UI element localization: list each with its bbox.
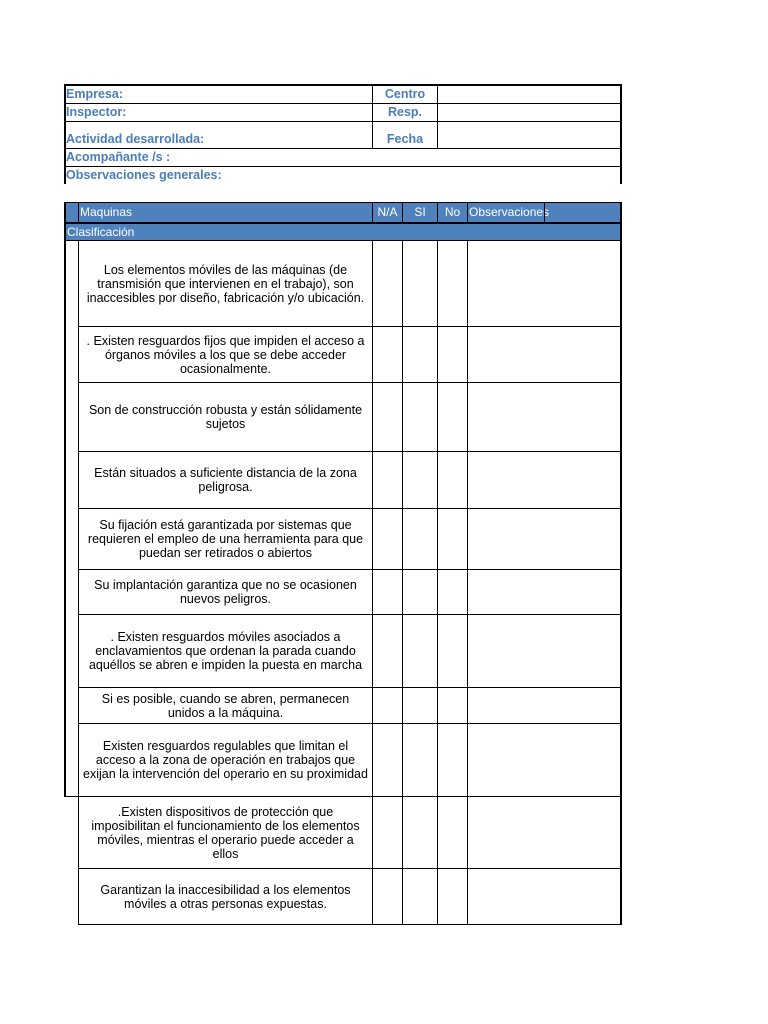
table-row: Garantizan la inaccesibilidad a los elementos móviles a otras personas expuestas. bbox=[100, 882, 351, 911]
fecha-field[interactable] bbox=[438, 122, 620, 148]
col-separator-na bbox=[372, 240, 373, 925]
observaciones-generales-field[interactable] bbox=[220, 167, 619, 184]
actividad-label: Actividad desarrollada: bbox=[66, 132, 205, 146]
header-col-separator bbox=[78, 203, 79, 222]
col-maquinas-header: Maquinas bbox=[80, 205, 133, 219]
inspector-label: Inspector: bbox=[66, 105, 127, 119]
table-row: Son de construcción robusta y están sólidamente sujetos bbox=[88, 403, 363, 431]
fecha-label: Fecha bbox=[386, 132, 424, 146]
centro-label: Centro bbox=[384, 87, 426, 101]
header-col-separator bbox=[544, 203, 545, 222]
section-clasificacion: Clasificación bbox=[65, 224, 621, 240]
table-row: . Existen resguardos móviles asociados a enclavamientos que ordenan la parada cuando aquéllos se abren e impiden la puesta en marcha bbox=[88, 630, 363, 672]
col-no-header: No bbox=[444, 205, 461, 219]
col-separator-si bbox=[402, 240, 403, 925]
col-separator-observaciones bbox=[467, 240, 468, 925]
table-border-left bbox=[64, 202, 66, 797]
table-border-left-end bbox=[64, 796, 79, 797]
observaciones-generales-label: Observaciones generales: bbox=[66, 168, 222, 182]
table-border-right bbox=[620, 202, 622, 925]
inspector-field[interactable] bbox=[132, 104, 370, 121]
centro-field[interactable] bbox=[438, 85, 620, 103]
header-col-separator bbox=[402, 203, 403, 222]
header-border-right bbox=[620, 84, 622, 184]
empresa-field[interactable] bbox=[132, 85, 370, 103]
table-border-bottom bbox=[78, 924, 621, 925]
header-col-separator bbox=[372, 203, 373, 222]
resp-label: Resp. bbox=[387, 105, 423, 119]
table-row: Los elementos móviles de las máquinas (de transmisión que intervienen en el trabajo), son inaccesibles por diseño, fabricación y/o ubicación. bbox=[86, 262, 365, 305]
header-col-separator bbox=[467, 203, 468, 222]
acompanante-field[interactable] bbox=[175, 149, 619, 166]
col-observaciones-header: Observaciones bbox=[469, 205, 550, 219]
table-row: Existen resguardos regulables que limitan el acceso a la zona de operación en trabajos que exijan la intervención del operario en su proximidad bbox=[83, 739, 368, 781]
empresa-label: Empresa: bbox=[66, 87, 123, 101]
col-si-header: SI bbox=[414, 205, 426, 219]
table-row: Su implantación garantiza que no se ocasionen nuevos peligros. bbox=[94, 578, 357, 606]
table-row: Están situados a suficiente distancia de la zona peligrosa. bbox=[94, 466, 357, 494]
acompanante-label: Acompañante /s : bbox=[66, 150, 171, 164]
col-na-header: N/A bbox=[377, 205, 398, 219]
table-row: Si es posible, cuando se abren, permanecen unidos a la máquina. bbox=[101, 691, 350, 720]
resp-field[interactable] bbox=[438, 104, 620, 121]
table-row: Su fijación está garantizada por sistemas que requieren el empleo de una herramienta para que puedan ser retirados o abiertos bbox=[87, 518, 364, 560]
col-separator-no bbox=[437, 240, 438, 925]
table-row: .Existen dispositivos de protección que imposibilitan el funcionamiento de los elementos móviles, mientras el operario puede acceder a ellos bbox=[91, 804, 360, 861]
actividad-field[interactable] bbox=[220, 122, 370, 148]
table-row: . Existen resguardos fijos que impiden el acceso a órganos móviles a los que se debe acceder ocasionalmente. bbox=[86, 333, 365, 376]
header-col-separator bbox=[437, 203, 438, 222]
